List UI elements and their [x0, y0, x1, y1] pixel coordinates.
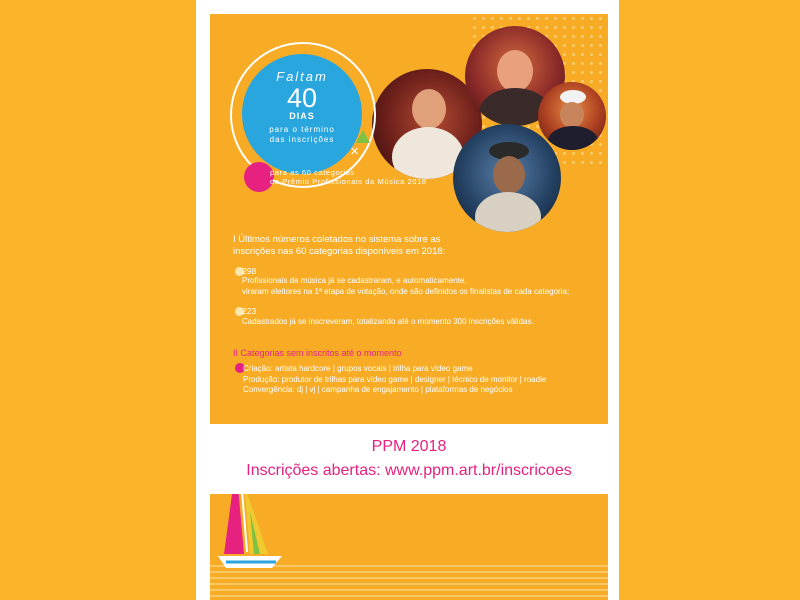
stat1-line2: viraram eleitores na 1ª etapa de votação, onde são definidos os finalistas de cada categoria;: [242, 286, 570, 296]
green-triangle: [356, 130, 370, 143]
photo-singer-4: [453, 124, 561, 232]
countdown-caption: [248, 125, 356, 145]
poster: [210, 14, 608, 424]
section2-list: [243, 364, 603, 396]
section1-intro: [233, 234, 593, 258]
categories-note: [270, 168, 430, 186]
categories-note-line1: para as 60 categorias: [270, 168, 355, 177]
stat2-line1: Cadastrados já se inscreveram, totalizando até o momento 300 inscrições válidas.: [242, 317, 534, 326]
countdown-number: 40: [286, 83, 318, 113]
section2-title: II Categorias sem inscritos até o momento: [233, 348, 402, 358]
banner-subtitle[interactable]: Inscrições abertas: www.ppm.art.br/inscricoes: [246, 462, 572, 479]
section2-line3: Convergência: dj | vj | campanha de engajamento | plataformas de negócios: [243, 385, 513, 394]
stat1-number: 298: [242, 266, 257, 276]
bottom-strip: [210, 494, 608, 600]
stat2-text: [242, 317, 602, 328]
stat2-number: 223: [242, 306, 257, 316]
intro-line2: inscrições nas 60 categorias disponíveis em 2018:: [233, 246, 446, 257]
ppm-banner: [210, 430, 608, 494]
section2-line2: Produção: produtor de trilhas para vídeo game | designer | técnico de monitor | roadie: [243, 374, 547, 384]
stat1-line1: Profissionais da música já se cadastraram, e automaticamente,: [242, 276, 467, 285]
intro-line1: I Últimos números coletados no sistema sobre as: [233, 234, 441, 245]
countdown-caption-line2: das inscrições: [269, 135, 335, 144]
water-lines: [210, 566, 608, 596]
photo-singer-3: [538, 82, 606, 150]
categories-note-line2: do Prêmio Profissionais da Música 2018: [270, 177, 427, 186]
countdown-caption-line1: para o término: [269, 125, 335, 134]
countdown-dias: DIAS: [289, 111, 315, 121]
stat1-text: [242, 276, 602, 297]
section2-line1: Criação: artista hardcore | grupos vocais | trilha para vídeo game: [243, 364, 473, 373]
countdown-faltam: Faltam: [276, 69, 328, 84]
sailboat-illustration: [210, 494, 608, 600]
banner-title: PPM 2018: [371, 438, 447, 455]
boat-sail-pink: [224, 494, 244, 554]
x-mark-icon: ✕: [350, 146, 360, 158]
